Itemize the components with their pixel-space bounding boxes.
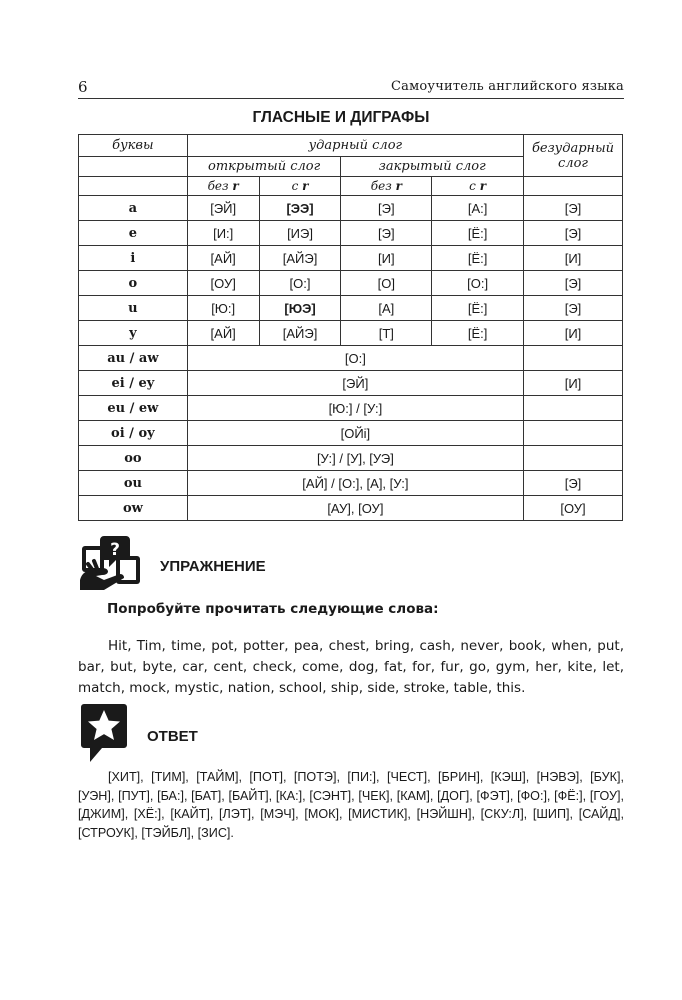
table-row (79, 421, 623, 446)
cell-closed-with-r: [Ё:] (432, 321, 524, 346)
digraph-cell: ei / ey (79, 371, 188, 396)
header-closed-without-r: без r (341, 177, 432, 196)
cell-open-with-r: [О:] (259, 271, 341, 296)
cell-open-with-r: [АЙЭ] (259, 246, 341, 271)
cell-open-without-r: [ОУ] (187, 271, 259, 296)
cell-closed-with-r: [Ё:] (432, 246, 524, 271)
cell-open-with-r: [ЮЭ] (259, 296, 341, 321)
cell-closed-without-r: [Э] (341, 196, 432, 221)
svg-text:?: ? (110, 540, 120, 560)
table-row (79, 296, 623, 321)
cell-closed-with-r: [Ё:] (432, 221, 524, 246)
digraph-cell: ow (79, 496, 188, 521)
page-number: 6 (78, 78, 88, 96)
letter-cell: o (79, 271, 188, 296)
cell-open-without-r: [И:] (187, 221, 259, 246)
header-closed-with-r: с r (432, 177, 524, 196)
digraph-unstressed (524, 396, 623, 421)
digraph-stressed: [АУ], [ОУ] (187, 496, 523, 521)
exercise-words: Hit, Tim, time, pot, potter, pea, chest, bring, cash, never, book, when, put, bar, but, byte, car, cent, check, come, dog, fat, for, fur, go, gym, her, kite, let, match, mock, mystic, nation, school, ship, side, stroke, table, this. (78, 638, 624, 696)
letter-cell: e (79, 221, 188, 246)
digraph-stressed: [ОЙi] (187, 421, 523, 446)
cell-closed-without-r: [Э] (341, 221, 432, 246)
cell-closed-without-r: [О] (341, 271, 432, 296)
cell-unstressed: [Э] (524, 221, 623, 246)
star-speech-icon (80, 702, 128, 766)
table-row (79, 496, 623, 521)
cell-open-with-r: [ЭЭ] (259, 196, 341, 221)
table-row (79, 446, 623, 471)
header-open-with-r: с r (259, 177, 341, 196)
cell-open-with-r: [АЙЭ] (259, 321, 341, 346)
cell-unstressed: [И] (524, 321, 623, 346)
table-row (79, 396, 623, 421)
digraph-cell: oo (79, 446, 188, 471)
header-unstressed: безударный слог (524, 135, 623, 177)
letter-cell: y (79, 321, 188, 346)
digraph-stressed: [АЙ] / [О:], [А], [У:] (187, 471, 523, 496)
header-open-without-r: без r (187, 177, 259, 196)
exercise-prompt: Попробуйте прочитать следующие слова: (107, 601, 439, 617)
table-row (79, 371, 623, 396)
cell-open-without-r: [ЭЙ] (187, 196, 259, 221)
digraph-stressed: [У:] / [У], [УЭ] (187, 446, 523, 471)
cell-closed-without-r: [А] (341, 296, 432, 321)
question-hand-icon (80, 534, 142, 592)
digraph-cell: ou (79, 471, 188, 496)
table-row (79, 196, 623, 221)
section-title: ГЛАСНЫЕ И ДИГРАФЫ (252, 109, 430, 126)
cell-unstressed: [Э] (524, 296, 623, 321)
answer-title: ОТВЕТ (147, 728, 198, 745)
cell-open-without-r: [Ю:] (187, 296, 259, 321)
cell-closed-without-r: [Т] (341, 321, 432, 346)
cell-closed-with-r: [О:] (432, 271, 524, 296)
exercise-title: УПРАЖНЕНИЕ (160, 558, 266, 575)
cell-closed-without-r: [И] (341, 246, 432, 271)
letter-cell: u (79, 296, 188, 321)
digraph-stressed: [О:] (187, 346, 523, 371)
digraph-stressed: [Ю:] / [У:] (187, 396, 523, 421)
header-rule (78, 98, 624, 99)
digraph-unstressed (524, 446, 623, 471)
vowels-table (78, 134, 623, 521)
digraph-cell: oi / oy (79, 421, 188, 446)
answer-text: [ХИТ], [ТИМ], [ТАЙМ], [ПОТ], [ПОТЭ], [ПИ:], [ЧЕСТ], [БРИН], [КЭШ], [НЭВЭ], [БУК], [УЭН], [ПУТ], [БА:], [БАТ], [БАЙТ], [КА:], [СЭНТ], [ЧЕК], [КАМ], [ДОГ], [ФЭТ], [ФО:], [ФЁ:], [ГОУ], [ДЖИМ], [ХЁ:], [КАЙТ], [ЛЭТ], [МЭЧ], [МОК], [МИСТИК], [НЭЙШН], [СКУ:Л], [ШИП], [САЙД], [СТРОУК], [ТЭЙБЛ], [ЗИС]. (78, 770, 624, 840)
header-letters: буквы (79, 135, 188, 157)
cell-unstressed: [Э] (524, 196, 623, 221)
table-row (79, 221, 623, 246)
cell-open-with-r: [ИЭ] (259, 221, 341, 246)
digraph-unstressed: [И] (524, 371, 623, 396)
digraph-unstressed: [ОУ] (524, 496, 623, 521)
table-row (79, 321, 623, 346)
table-row (79, 246, 623, 271)
table-row (79, 471, 623, 496)
header-stressed: ударный слог (187, 135, 523, 157)
table-row (79, 271, 623, 296)
digraph-stressed: [ЭЙ] (187, 371, 523, 396)
letter-cell: i (79, 246, 188, 271)
running-title: Самоучитель английского языка (390, 79, 624, 94)
header-open: открытый слог (187, 157, 341, 177)
digraph-unstressed: [Э] (524, 471, 623, 496)
digraph-unstressed (524, 346, 623, 371)
cell-unstressed: [Э] (524, 271, 623, 296)
cell-closed-with-r: [Ё:] (432, 296, 524, 321)
letter-cell: a (79, 196, 188, 221)
cell-unstressed: [И] (524, 246, 623, 271)
header-closed: закрытый слог (341, 157, 524, 177)
cell-closed-with-r: [А:] (432, 196, 524, 221)
table-row (79, 346, 623, 371)
digraph-unstressed (524, 421, 623, 446)
digraph-cell: eu / ew (79, 396, 188, 421)
digraph-cell: au / aw (79, 346, 188, 371)
cell-open-without-r: [АЙ] (187, 321, 259, 346)
cell-open-without-r: [АЙ] (187, 246, 259, 271)
